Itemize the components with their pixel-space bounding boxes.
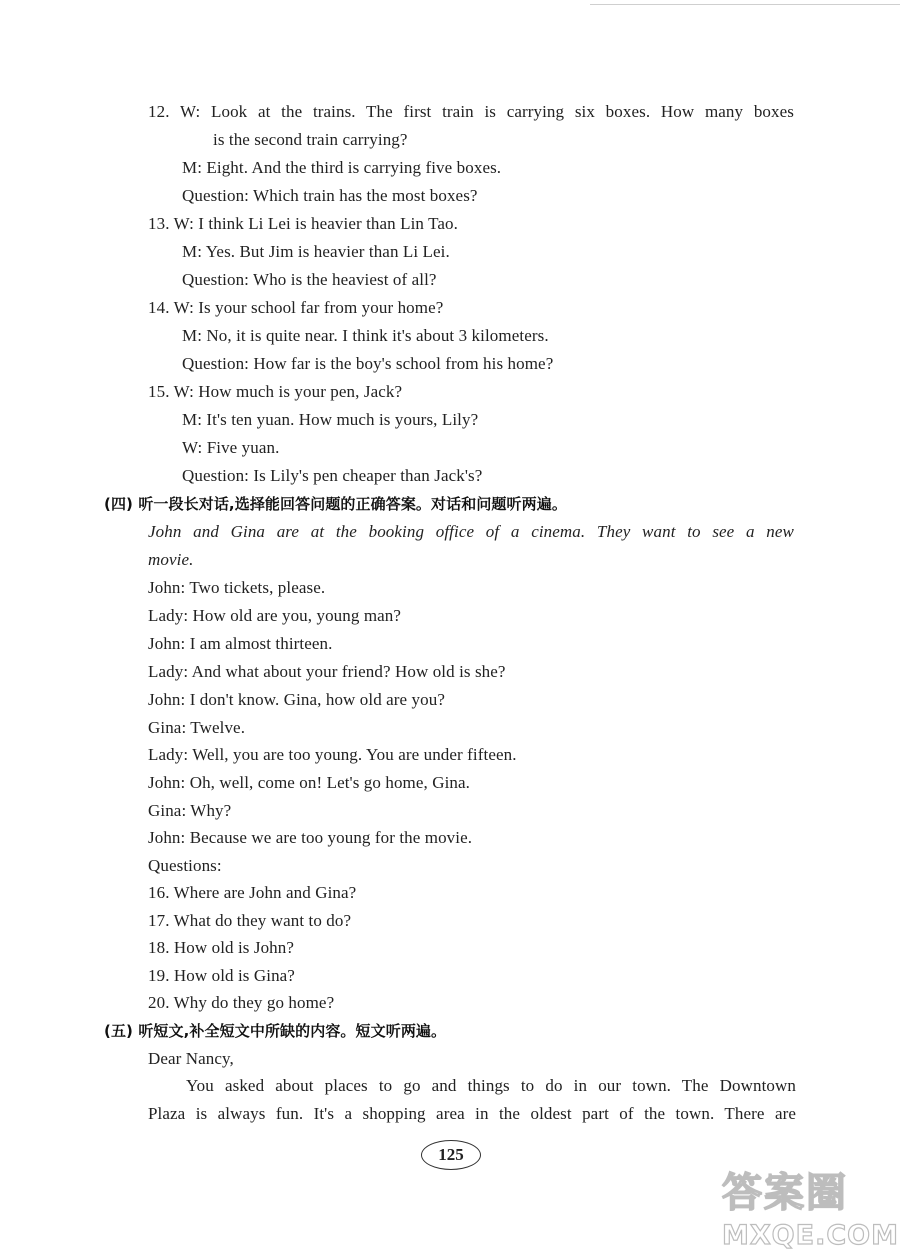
section-heading: (四) 听一段长对话,选择能回答问题的正确答案。对话和问题听两遍。: [104, 495, 567, 513]
text-line: Question: Which train has the most boxes?: [182, 186, 478, 205]
text-line: Lady: How old are you, young man?: [148, 606, 402, 625]
text-line: Dear Nancy,: [148, 1049, 234, 1068]
text-line: John: Because we are too young for the movie.: [148, 828, 473, 847]
text-line: 12. W: Look at the trains. The first train is carrying six boxes. How many boxes: [148, 102, 794, 121]
text-line: John: I am almost thirteen.: [148, 634, 333, 653]
text-line: John and Gina are at the booking office of a cinema. They want to see a new: [148, 522, 794, 541]
top-rule: [590, 4, 900, 5]
text-line: M: It's ten yuan. How much is yours, Lily?: [182, 410, 479, 429]
text-line: Question: Who is the heaviest of all?: [182, 270, 437, 289]
watermark-cn: 答案圈: [722, 1170, 848, 1216]
text-line: Plaza is always fun. It's a shopping area in the oldest part of the town. There are: [148, 1104, 796, 1123]
text-line: Lady: Well, you are too young. You are under fifteen.: [148, 745, 517, 764]
text-line: movie.: [148, 550, 194, 569]
text-line: is the second train carrying?: [213, 130, 408, 149]
text-line: John: Two tickets, please.: [148, 578, 326, 597]
text-line: W: Five yuan.: [182, 438, 280, 457]
text-line: 17. What do they want to do?: [148, 911, 352, 930]
text-line: M: No, it is quite near. I think it's about 3 kilometers.: [182, 326, 549, 345]
text-line: Lady: And what about your friend? How old is she?: [148, 662, 506, 681]
text-line: 15. W: How much is your pen, Jack?: [148, 382, 403, 401]
page-number: 125: [421, 1140, 481, 1170]
text-line: 19. How old is Gina?: [148, 966, 295, 985]
text-line: M: Eight. And the third is carrying five boxes.: [182, 158, 502, 177]
text-line: 18. How old is John?: [148, 938, 295, 957]
text-line: Question: How far is the boy's school from his home?: [182, 354, 554, 373]
watermark-en: MXQE.COM: [722, 1220, 899, 1251]
text-line: John: I don't know. Gina, how old are you?: [148, 690, 446, 709]
text-line: Question: Is Lily's pen cheaper than Jack's?: [182, 466, 483, 485]
text-line: 13. W: I think Li Lei is heavier than Lin Tao.: [148, 214, 458, 233]
text-line: M: Yes. But Jim is heavier than Li Lei.: [182, 242, 450, 261]
section-heading: (五) 听短文,补全短文中所缺的内容。短文听两遍。: [104, 1022, 447, 1040]
text-line: Gina: Why?: [148, 801, 232, 820]
text-line: You asked about places to go and things to do in our town. The Downtown: [186, 1076, 796, 1095]
watermark-logo: [722, 1168, 899, 1254]
text-line: Gina: Twelve.: [148, 718, 246, 737]
text-line: 16. Where are John and Gina?: [148, 883, 357, 902]
text-line: John: Oh, well, come on! Let's go home, Gina.: [148, 773, 471, 792]
text-line: Questions:: [148, 856, 222, 875]
text-line: 14. W: Is your school far from your home?: [148, 298, 444, 317]
text-line: 20. Why do they go home?: [148, 993, 335, 1012]
